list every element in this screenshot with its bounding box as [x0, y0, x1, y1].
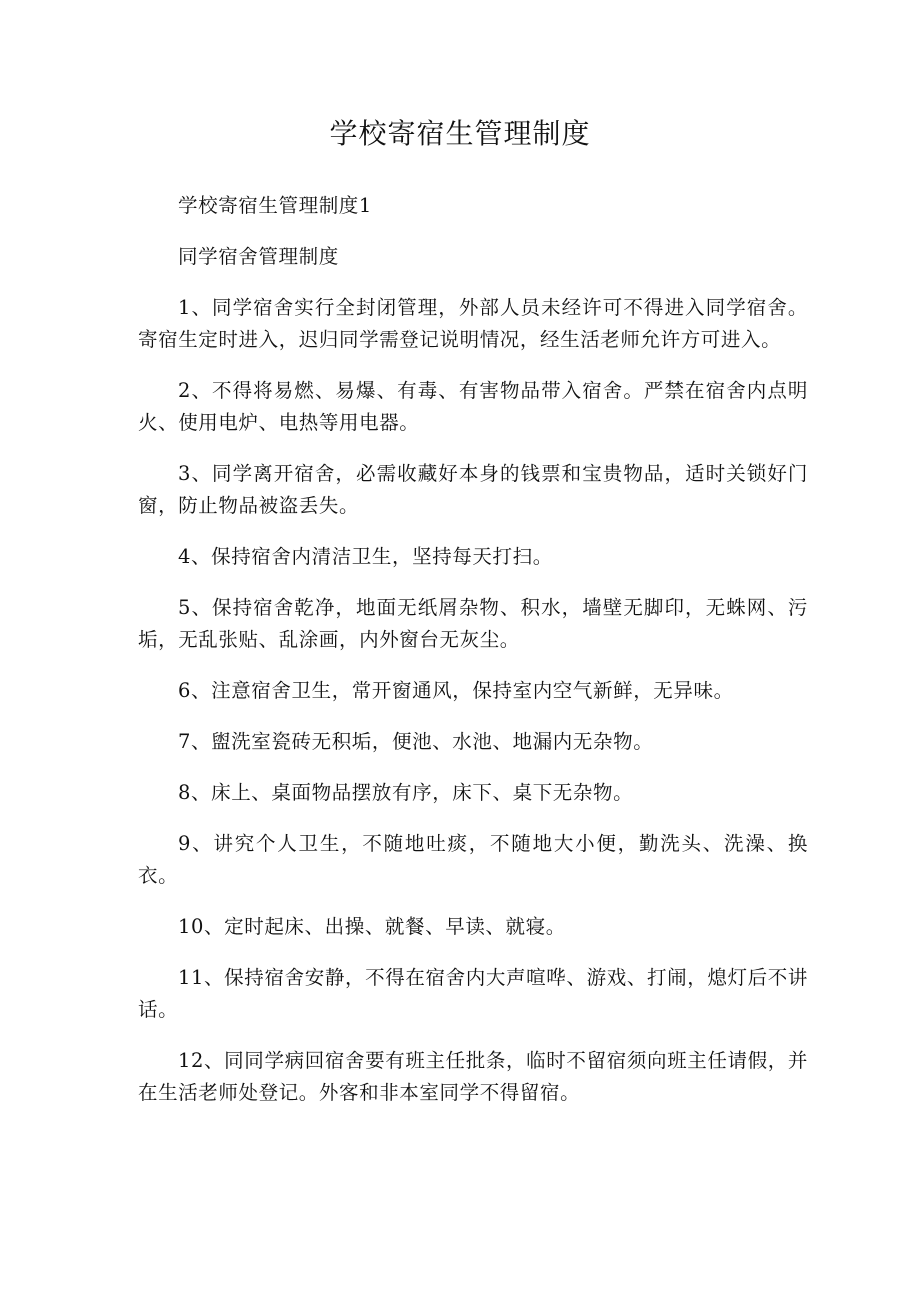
subtitle: 学校寄宿生管理制度1	[178, 194, 372, 217]
rule-paragraph: 5、保持宿舍乾净，地面无纸屑杂物、积水，墙壁无脚印，无蛛网、污垢，无乱张贴、乱涂画，内外窗台无灰尘。	[138, 596, 808, 651]
rule-paragraph: 2、不得将易燃、易爆、有毒、有害物品带入宿舍。严禁在宿舍内点明火、使用电炉、电热等用电器。	[138, 379, 808, 434]
rule-paragraph: 7、盥洗室瓷砖无积垢，便池、水池、地漏内无杂物。	[178, 730, 654, 753]
document-body	[138, 190, 808, 1128]
rule-paragraph: 3、同学离开宿舍，必需收藏好本身的钱票和宝贵物品，适时关锁好门窗，防止物品被盗丢失。	[138, 462, 808, 517]
document-title: 学校寄宿生管理制度	[329, 117, 591, 150]
rule-paragraph: 10、定时起床、出操、就餐、早读、就寝。	[178, 915, 566, 938]
rule-paragraph: 6、注意宿舍卫生，常开窗通风，保持室内空气新鲜，无异味。	[178, 679, 734, 702]
rule-paragraph: 8、床上、桌面物品摆放有序，床下、桌下无杂物。	[178, 781, 634, 804]
section-heading: 同学宿舍管理制度	[178, 245, 339, 268]
rule-paragraph: 12、同同学病回宿舍要有班主任批条，临时不留宿须向班主任请假，并在生活老师处登记。外客和非本室同学不得留宿。	[138, 1049, 808, 1104]
rule-paragraph: 1、同学宿舍实行全封闭管理，外部人员未经许可不得进入同学宿舍。寄宿生定时进入，迟归同学需登记说明情况，经生活老师允许方可进入。	[138, 296, 808, 351]
rule-paragraph: 11、保持宿舍安静，不得在宿舍内大声喧哗、游戏、打闹，熄灯后不讲话。	[138, 966, 808, 1021]
rule-paragraph: 9、讲究个人卫生，不随地吐痰，不随地大小便，勤洗头、洗澡、换衣。	[138, 832, 808, 887]
rule-paragraph: 4、保持宿舍内清洁卫生，坚持每天打扫。	[178, 545, 553, 568]
